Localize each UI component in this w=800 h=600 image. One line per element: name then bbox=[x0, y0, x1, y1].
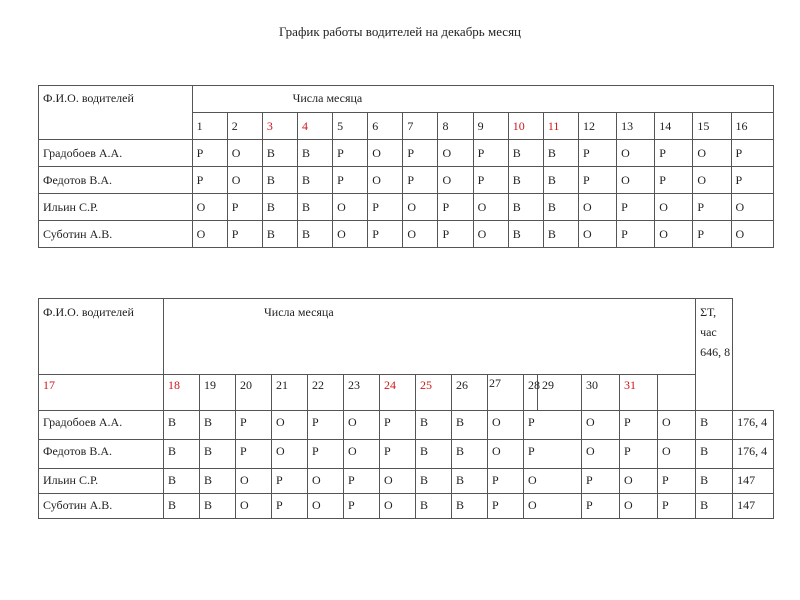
shift-code: О bbox=[403, 221, 438, 248]
shift-code: О bbox=[578, 221, 616, 248]
days-header: Числа месяца bbox=[164, 299, 696, 375]
shift-code: Р bbox=[344, 494, 380, 519]
day-number: 21 bbox=[272, 375, 308, 411]
shift-code: В bbox=[508, 140, 543, 167]
day-number: 2 bbox=[227, 113, 262, 140]
shift-code: Р bbox=[380, 440, 416, 469]
shift-code: В bbox=[543, 167, 578, 194]
day-number: 7 bbox=[403, 113, 438, 140]
shift-code: Р bbox=[473, 140, 508, 167]
shift-code: О bbox=[272, 411, 308, 440]
shift-code: О bbox=[693, 140, 731, 167]
shift-code: Р bbox=[578, 140, 616, 167]
shift-code: Р bbox=[236, 411, 272, 440]
day-number: 18 bbox=[164, 375, 200, 411]
shift-code: О bbox=[344, 411, 380, 440]
day-number: 20 bbox=[236, 375, 272, 411]
shift-code: О bbox=[620, 494, 658, 519]
shift-code: Р bbox=[524, 411, 582, 440]
shift-code: О bbox=[582, 411, 620, 440]
name-header: Ф.И.О. водителей bbox=[39, 86, 193, 140]
day-number: 9 bbox=[473, 113, 508, 140]
shift-code: В bbox=[297, 140, 332, 167]
shift-code: В bbox=[416, 411, 452, 440]
day-number: 19 bbox=[200, 375, 236, 411]
total-hours: 147 bbox=[733, 469, 774, 494]
shift-code: Р bbox=[192, 140, 227, 167]
shift-code: О bbox=[524, 469, 582, 494]
shift-code: В bbox=[200, 440, 236, 469]
shift-code: Р bbox=[578, 167, 616, 194]
shift-code: О bbox=[473, 221, 508, 248]
shift-code: В bbox=[543, 140, 578, 167]
shift-code: Р bbox=[620, 440, 658, 469]
total-hours: 176, 4 bbox=[733, 411, 774, 440]
day-number: 23 bbox=[344, 375, 380, 411]
day-number: 31 bbox=[620, 375, 658, 411]
driver-name: Суботин А.В. bbox=[39, 221, 193, 248]
shift-code: Р bbox=[617, 221, 655, 248]
shift-code: О bbox=[658, 411, 696, 440]
shift-code: Р bbox=[308, 411, 344, 440]
driver-name: Федотов В.А. bbox=[39, 440, 164, 469]
driver-name: Градобоев А.А. bbox=[39, 140, 193, 167]
day-number: 14 bbox=[655, 113, 693, 140]
day-number: 15 bbox=[693, 113, 731, 140]
table-row bbox=[39, 140, 774, 167]
shift-code: В bbox=[508, 221, 543, 248]
shift-code: В bbox=[200, 411, 236, 440]
day-number: 11 bbox=[543, 113, 578, 140]
shift-code: В bbox=[262, 140, 297, 167]
table-row bbox=[39, 194, 774, 221]
shift-code: Р bbox=[368, 221, 403, 248]
shift-code: Р bbox=[333, 140, 368, 167]
shift-code: О bbox=[192, 221, 227, 248]
shift-code: О bbox=[368, 140, 403, 167]
table-row bbox=[39, 440, 774, 469]
shift-code: О bbox=[192, 194, 227, 221]
shift-code: Р bbox=[617, 194, 655, 221]
shift-code: О bbox=[582, 440, 620, 469]
table-row bbox=[39, 167, 774, 194]
shift-code: В bbox=[452, 469, 488, 494]
shift-code: Р bbox=[582, 494, 620, 519]
shift-code: В bbox=[416, 469, 452, 494]
table-row bbox=[39, 494, 774, 519]
shift-code: Р bbox=[380, 411, 416, 440]
day-number: 6 bbox=[368, 113, 403, 140]
shift-code: О bbox=[344, 440, 380, 469]
schedule-table-1 bbox=[38, 85, 774, 248]
shift-code: О bbox=[655, 194, 693, 221]
shift-code: В bbox=[416, 440, 452, 469]
shift-code: В bbox=[416, 494, 452, 519]
shift-code: О bbox=[438, 167, 473, 194]
shift-code: О bbox=[227, 167, 262, 194]
table-row bbox=[39, 411, 774, 440]
shift-code: Р bbox=[344, 469, 380, 494]
day-number: 10 bbox=[508, 113, 543, 140]
day-number: 26 bbox=[452, 375, 488, 411]
shift-code: Р bbox=[620, 411, 658, 440]
shift-code: В bbox=[696, 469, 733, 494]
day-number: 5 bbox=[333, 113, 368, 140]
day-number: 25 bbox=[416, 375, 452, 411]
shift-code: О bbox=[488, 440, 524, 469]
shift-code: Р bbox=[403, 140, 438, 167]
shift-code: Р bbox=[658, 469, 696, 494]
shift-code: О bbox=[272, 440, 308, 469]
shift-code: О bbox=[731, 194, 773, 221]
schedule-table-2 bbox=[38, 298, 774, 519]
shift-code: Р bbox=[524, 440, 582, 469]
shift-code: В bbox=[508, 167, 543, 194]
shift-code: О bbox=[227, 140, 262, 167]
shift-code: О bbox=[620, 469, 658, 494]
shift-code: В bbox=[297, 194, 332, 221]
shift-code: О bbox=[236, 469, 272, 494]
shift-code: О bbox=[438, 140, 473, 167]
shift-code: О bbox=[655, 221, 693, 248]
shift-code: Р bbox=[655, 140, 693, 167]
shift-code: В bbox=[164, 411, 200, 440]
shift-code: О bbox=[693, 167, 731, 194]
shift-code: О bbox=[368, 167, 403, 194]
shift-code: В bbox=[452, 411, 488, 440]
shift-code: О bbox=[333, 221, 368, 248]
day-number: 1 bbox=[192, 113, 227, 140]
day-number: 22 bbox=[308, 375, 344, 411]
shift-code: Р bbox=[272, 494, 308, 519]
shift-code: В bbox=[297, 167, 332, 194]
shift-code: В bbox=[543, 194, 578, 221]
shift-code: О bbox=[488, 411, 524, 440]
shift-code: Р bbox=[403, 167, 438, 194]
shift-code: О bbox=[578, 194, 616, 221]
day-number: 27 bbox=[488, 375, 524, 411]
driver-name: Градобоев А.А. bbox=[39, 411, 164, 440]
shift-code: В bbox=[164, 469, 200, 494]
shift-code: В bbox=[200, 469, 236, 494]
shift-code: Р bbox=[658, 494, 696, 519]
shift-code: Р bbox=[693, 221, 731, 248]
shift-code: Р bbox=[655, 167, 693, 194]
shift-code: В bbox=[452, 494, 488, 519]
shift-code: Р bbox=[368, 194, 403, 221]
shift-code: В bbox=[262, 221, 297, 248]
days-header: Числа месяца bbox=[192, 86, 773, 113]
day-number: 12 bbox=[578, 113, 616, 140]
shift-code: В bbox=[262, 194, 297, 221]
shift-code: Р bbox=[192, 167, 227, 194]
shift-code: Р bbox=[333, 167, 368, 194]
shift-code: Р bbox=[227, 221, 262, 248]
shift-code: О bbox=[308, 494, 344, 519]
day-number: 30 bbox=[582, 375, 620, 411]
shift-code: Р bbox=[438, 194, 473, 221]
day-number: 16 bbox=[731, 113, 773, 140]
shift-code: О bbox=[617, 140, 655, 167]
shift-code: Р bbox=[438, 221, 473, 248]
shift-code: Р bbox=[488, 494, 524, 519]
shift-code: Р bbox=[272, 469, 308, 494]
driver-name: Ильин С.Р. bbox=[39, 469, 164, 494]
day-number: 17 bbox=[39, 375, 164, 411]
shift-code: О bbox=[333, 194, 368, 221]
shift-code: В bbox=[543, 221, 578, 248]
shift-code: О bbox=[380, 469, 416, 494]
shift-code: Р bbox=[473, 167, 508, 194]
shift-code: В bbox=[696, 494, 733, 519]
day-number: 28 bbox=[524, 375, 538, 411]
driver-name: Суботин А.В. bbox=[39, 494, 164, 519]
shift-code: Р bbox=[693, 194, 731, 221]
shift-code: Р bbox=[582, 469, 620, 494]
name-header: Ф.И.О. водителей bbox=[39, 299, 164, 375]
shift-code: О bbox=[380, 494, 416, 519]
shift-code: В bbox=[164, 440, 200, 469]
day-number: 8 bbox=[438, 113, 473, 140]
shift-code: О bbox=[524, 494, 582, 519]
shift-code: В bbox=[508, 194, 543, 221]
day-number: 3 bbox=[262, 113, 297, 140]
total-hours: 176, 4 bbox=[733, 440, 774, 469]
shift-code: В bbox=[164, 494, 200, 519]
table-row bbox=[39, 469, 774, 494]
shift-code: О bbox=[236, 494, 272, 519]
table-row bbox=[39, 221, 774, 248]
page-title: График работы водителей на декабрь месяц bbox=[278, 24, 522, 39]
day-number: 29 bbox=[538, 375, 582, 411]
shift-code: В bbox=[200, 494, 236, 519]
shift-code: Р bbox=[731, 167, 773, 194]
driver-name: Федотов В.А. bbox=[39, 167, 193, 194]
shift-code: В bbox=[696, 440, 733, 469]
total-hours: 147 bbox=[733, 494, 774, 519]
shift-code: В bbox=[452, 440, 488, 469]
driver-name: Ильин С.Р. bbox=[39, 194, 193, 221]
shift-code: О bbox=[308, 469, 344, 494]
shift-code: В bbox=[297, 221, 332, 248]
shift-code: В bbox=[262, 167, 297, 194]
shift-code: Р bbox=[308, 440, 344, 469]
shift-code: О bbox=[731, 221, 773, 248]
day-number: 4 bbox=[297, 113, 332, 140]
shift-code: Р bbox=[488, 469, 524, 494]
shift-code: О bbox=[403, 194, 438, 221]
day-number: 13 bbox=[617, 113, 655, 140]
shift-code: О bbox=[658, 440, 696, 469]
shift-code: О bbox=[617, 167, 655, 194]
shift-code: Р bbox=[236, 440, 272, 469]
day-number: 24 bbox=[380, 375, 416, 411]
shift-code: Р bbox=[227, 194, 262, 221]
shift-code: О bbox=[473, 194, 508, 221]
shift-code: Р bbox=[731, 140, 773, 167]
total-hours-header: ΣТ, час 646, 8 bbox=[696, 299, 733, 411]
shift-code: В bbox=[696, 411, 733, 440]
